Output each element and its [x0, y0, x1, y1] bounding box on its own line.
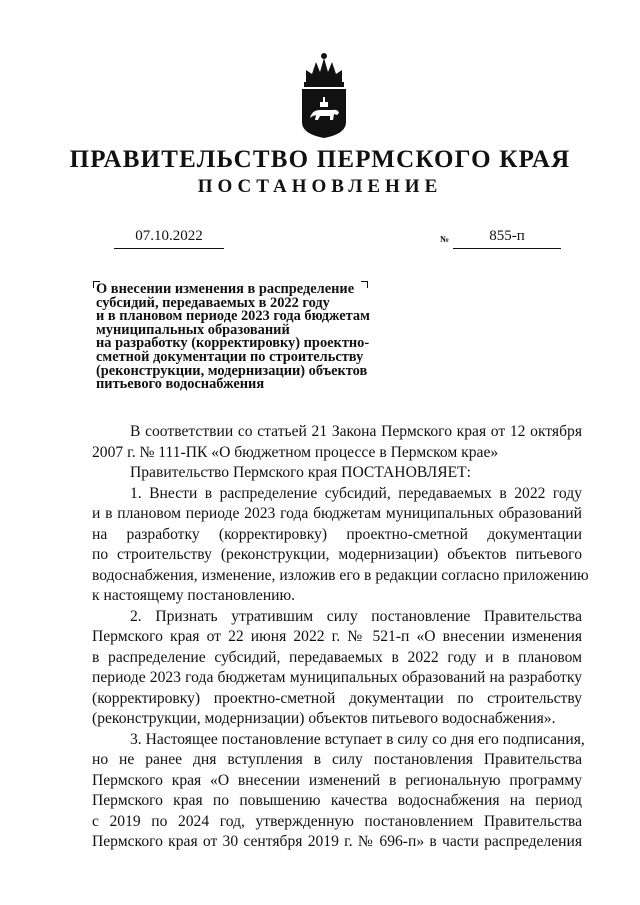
document-subject: [96, 283, 396, 392]
body-line: 3. Настоящее постановление вступает в силу со дня его подписания,: [130, 730, 585, 748]
document-body: [92, 422, 589, 853]
body-line: на разработку (корректировку) проектно-сметной документации: [92, 525, 582, 543]
body-line: но не ранее дня вступления в силу постановления Правительства: [92, 751, 582, 768]
body-line: в распределение субсидий, передаваемых в 2022 году и в плановом: [92, 648, 582, 666]
document-date: 07.10.2022: [114, 228, 224, 249]
subject-line: муниципальных образований: [96, 321, 290, 338]
body-line: (реконструкции, модернизации) объектов питьевого водоснабжения».: [92, 710, 556, 727]
body-line: 1. Внести в распределение субсидий, передаваемых в 2022 году: [130, 484, 582, 502]
body-line: Пермского края «О внесении изменений в региональную программу: [92, 771, 582, 789]
body-line: к настоящему постановлению.: [92, 587, 296, 604]
perm-krai-coat-of-arms-icon: [298, 52, 350, 138]
government-title: ПРАВИТЕЛЬСТВО ПЕРМСКОГО КРАЯ: [69, 146, 571, 173]
body-line: Пермского края по повышению качества водоснабжения на период: [92, 792, 582, 809]
subject-line: питьевого водоснабжения: [96, 376, 265, 393]
subject-line: на разработку (корректировку) проектно-: [96, 335, 370, 352]
body-line: 2. Признать утратившим силу постановление Правительства: [130, 607, 582, 625]
document-type: ПОСТАНОВЛЕНИЕ: [197, 176, 443, 197]
body-line: периоде 2023 года бюджетам муниципальных образований на разработку: [92, 669, 582, 686]
subject-line: (реконструкции, модернизации) объектов: [96, 362, 368, 379]
subject-line: сметной документации по строительству: [96, 348, 364, 365]
body-line: Правительство Пермского края ПОСТАНОВЛЯЕТ:: [130, 464, 471, 481]
subject-line: О внесении изменения в распределение: [96, 281, 355, 297]
subject-line: субсидий, передаваемых в 2022 году: [96, 294, 330, 311]
body-line: с 2019 по 2024 год, утвержденную постановлением Правительства: [92, 812, 582, 830]
body-line: Пермского края от 22 июня 2022 г. № 521-п «О внесении изменения: [92, 628, 582, 645]
body-line: водоснабжения, изменение, изложив его в редакции согласно приложению: [92, 566, 589, 584]
body-line: В соответствии со статьей 21 Закона Пермского края от 12 октября: [130, 423, 582, 440]
body-line: 2007 г. № 111-ПК «О бюджетном процессе в Пермском крае»: [92, 443, 499, 461]
body-line: (корректировку) проектно-сметной документации по строительству: [92, 689, 582, 707]
document-number: 855-п: [453, 228, 561, 249]
body-line: и в плановом периоде 2023 года бюджетам муниципальных образований: [92, 505, 582, 522]
subject-line: и в плановом периоде 2023 года бюджетам: [96, 308, 370, 325]
number-label: №: [440, 234, 450, 244]
body-line: по строительству (реконструкции, модернизации) объектов питьевого: [92, 546, 582, 563]
body-line: Пермского края от 30 сентября 2019 г. № 696-п» в части распределения: [92, 833, 582, 850]
